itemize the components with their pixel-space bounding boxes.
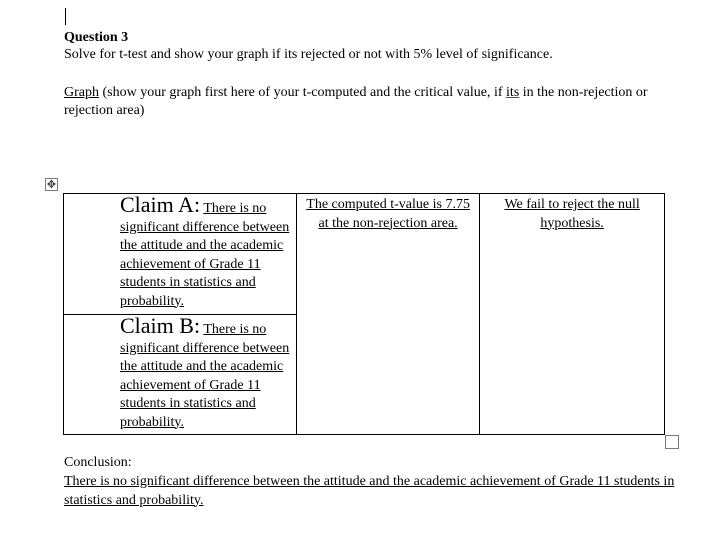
claim-a-text: There is no significant difference between the attitude and the academic achievement of Grade 11 students in statistics and probability. [120,201,290,309]
decision-text: We fail to reject the null hypothesis. [504,197,640,231]
claim-b-text: There is no significant difference between the attitude and the academic achievement of Grade 11 students in statistics and probability. [120,322,290,430]
decision-cell [480,194,665,435]
graph-its-word: its [506,85,520,100]
claims-cell [64,194,297,435]
claim-a [64,194,296,314]
table-resize-handle[interactable] [665,435,679,449]
computed-cell [297,194,480,435]
computed-t-value-text: The computed t-value is 7.75 at the non-rejection area. [306,197,470,231]
graph-label: Graph [64,85,99,100]
table-move-handle-icon[interactable]: ✥ [46,178,57,191]
claim-a-title: Claim A: [120,192,201,217]
question-instruction: Solve for t-test and show your graph if its rejected or not with 5% level of significance. [64,47,553,62]
graph-instruction [64,84,674,120]
conclusion-label: Conclusion: [64,455,132,470]
claims-table [63,193,665,435]
graph-text-after: in the non-rejection or rejection area) [64,85,648,118]
claim-b [64,314,296,434]
text-cursor [65,8,66,25]
question-title: Question 3 [64,30,129,45]
conclusion-text: There is no significant difference between the attitude and the academic achievement of Grade 11 students in statistics and probability. [64,474,675,508]
claim-b-title: Claim B: [120,313,201,338]
graph-text-before: (show your graph first here of your t-computed and the critical value, if [99,85,507,100]
